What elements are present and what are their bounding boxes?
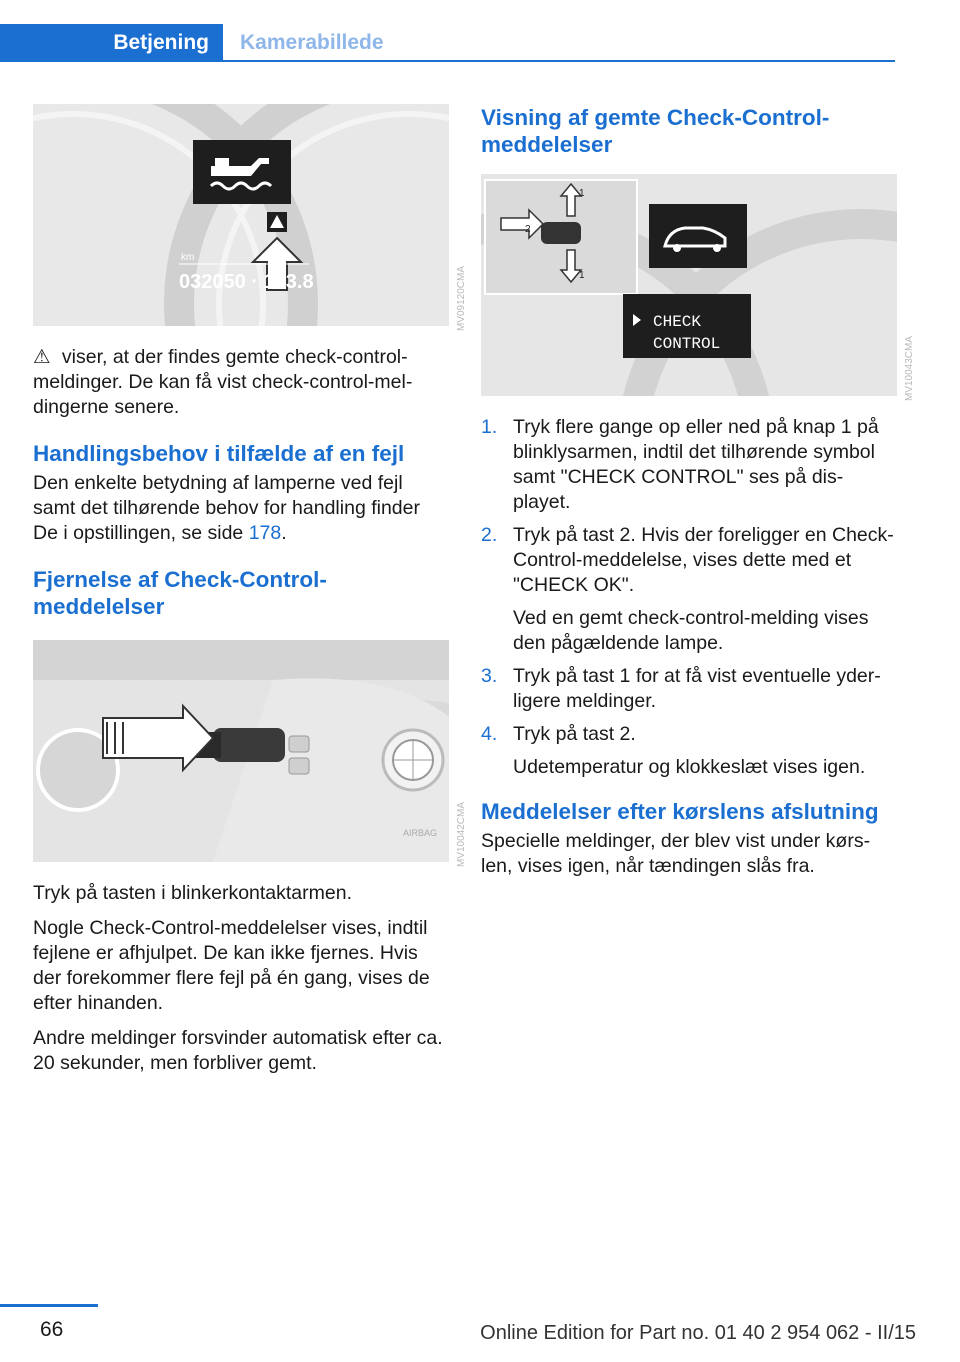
steps-list <box>481 415 897 780</box>
heading-visning: Visning af gemte Check-Control-meddelelser <box>481 105 830 157</box>
fig3-code: MV10043CMA <box>904 335 915 401</box>
step-4: 4. Tryk på tast 2. Udetemperatur og klokkeslæt vises igen. <box>481 723 866 778</box>
tab-kamerabillede[interactable]: Kamerabillede <box>240 31 384 54</box>
header-divider <box>223 60 895 62</box>
heading-handling: Handlingsbehov i tilfælde af en fejl <box>33 441 405 466</box>
fig2-code: MV10042CMA <box>456 801 467 867</box>
left-column <box>33 104 467 1076</box>
fig2-airbag: AIRBAG <box>403 828 438 838</box>
fig3-control: CONTROL <box>653 335 721 353</box>
heading-fjernelse: Fjernelse af Check-Control-meddelelser <box>33 567 327 619</box>
step-1: 1. Tryk flere gange op eller ned på knap 1 på blinklysarmen, indtil det tilhørende symbol samt "CHECK CONTROL" ses på dis-playet. <box>481 416 879 513</box>
footer-edition: Online Edition for Part no. 01 40 2 954 062 - II/15 <box>480 1322 916 1344</box>
tab-betjening[interactable]: Betjening <box>0 24 223 62</box>
para-after-driving: Specielle meldinger, der blev vist under kørs-len, vises igen, når tændingen slås fra. <box>481 830 871 877</box>
right-column <box>481 104 915 879</box>
para-some-messages: Nogle Check-Control-meddelelser vises, indtil fejlene er afhjulpet. De kan ikke fjernes. Hvis der forekommer flere fejl på én gang, vises de efter hinanden. <box>33 917 430 1014</box>
fig1-odometer: 032050 · 123.8 <box>179 271 314 293</box>
page-number: 66 <box>40 1318 64 1341</box>
fig3-btn-2: 2 <box>525 224 531 235</box>
step-3: 3. Tryk på tast 1 for at få vist eventuelle yder-ligere meldinger. <box>481 665 881 712</box>
check-control-illustration <box>481 174 897 396</box>
step-2: 2. Tryk på tast 2. Hvis der foreligger en Check-Control-meddelelse, vises dette med et "CHECK OK". Ved en gemt check-control-melding vises den pågældende lampe. <box>481 524 894 654</box>
fig3-check: CHECK <box>653 313 702 331</box>
warning-icon: ⚠ <box>33 346 51 368</box>
heading-meddelelser: Meddelelser efter kørslens afslutning <box>481 799 879 824</box>
instrument-cluster-illustration <box>33 104 449 326</box>
para-handling: Den enkelte betydning af lamperne ved fejl samt det tilhørende behov for handling finder De i opstillingen, se side 178. <box>33 472 420 544</box>
fig3-btn-1-top: 1 <box>579 188 585 199</box>
para-stored-messages: ⚠ viser, at der findes gemte check-control-meldinger. De kan få vist check-control-mel-dingerne senere. <box>33 346 413 418</box>
figure-instrument-cluster <box>33 104 467 331</box>
para-press-key: Tryk på tasten i blinkerkontaktarmen. <box>33 882 352 904</box>
steering-column-illustration <box>33 640 449 862</box>
fig1-code: MV09120CMA <box>456 265 467 331</box>
figure-check-control-display <box>481 174 915 401</box>
fig3-btn-1-bottom: 1 <box>579 270 585 281</box>
header-tabs <box>0 0 960 64</box>
para-other-messages: Andre meldinger forsvinder automatisk efter ca. 20 sekunder, men forbliver gemt. <box>33 1027 443 1074</box>
link-page-178[interactable]: 178 <box>248 522 282 544</box>
fig1-km: km <box>181 252 195 263</box>
footer-divider <box>0 1304 98 1307</box>
figure-steering-column <box>33 640 467 867</box>
